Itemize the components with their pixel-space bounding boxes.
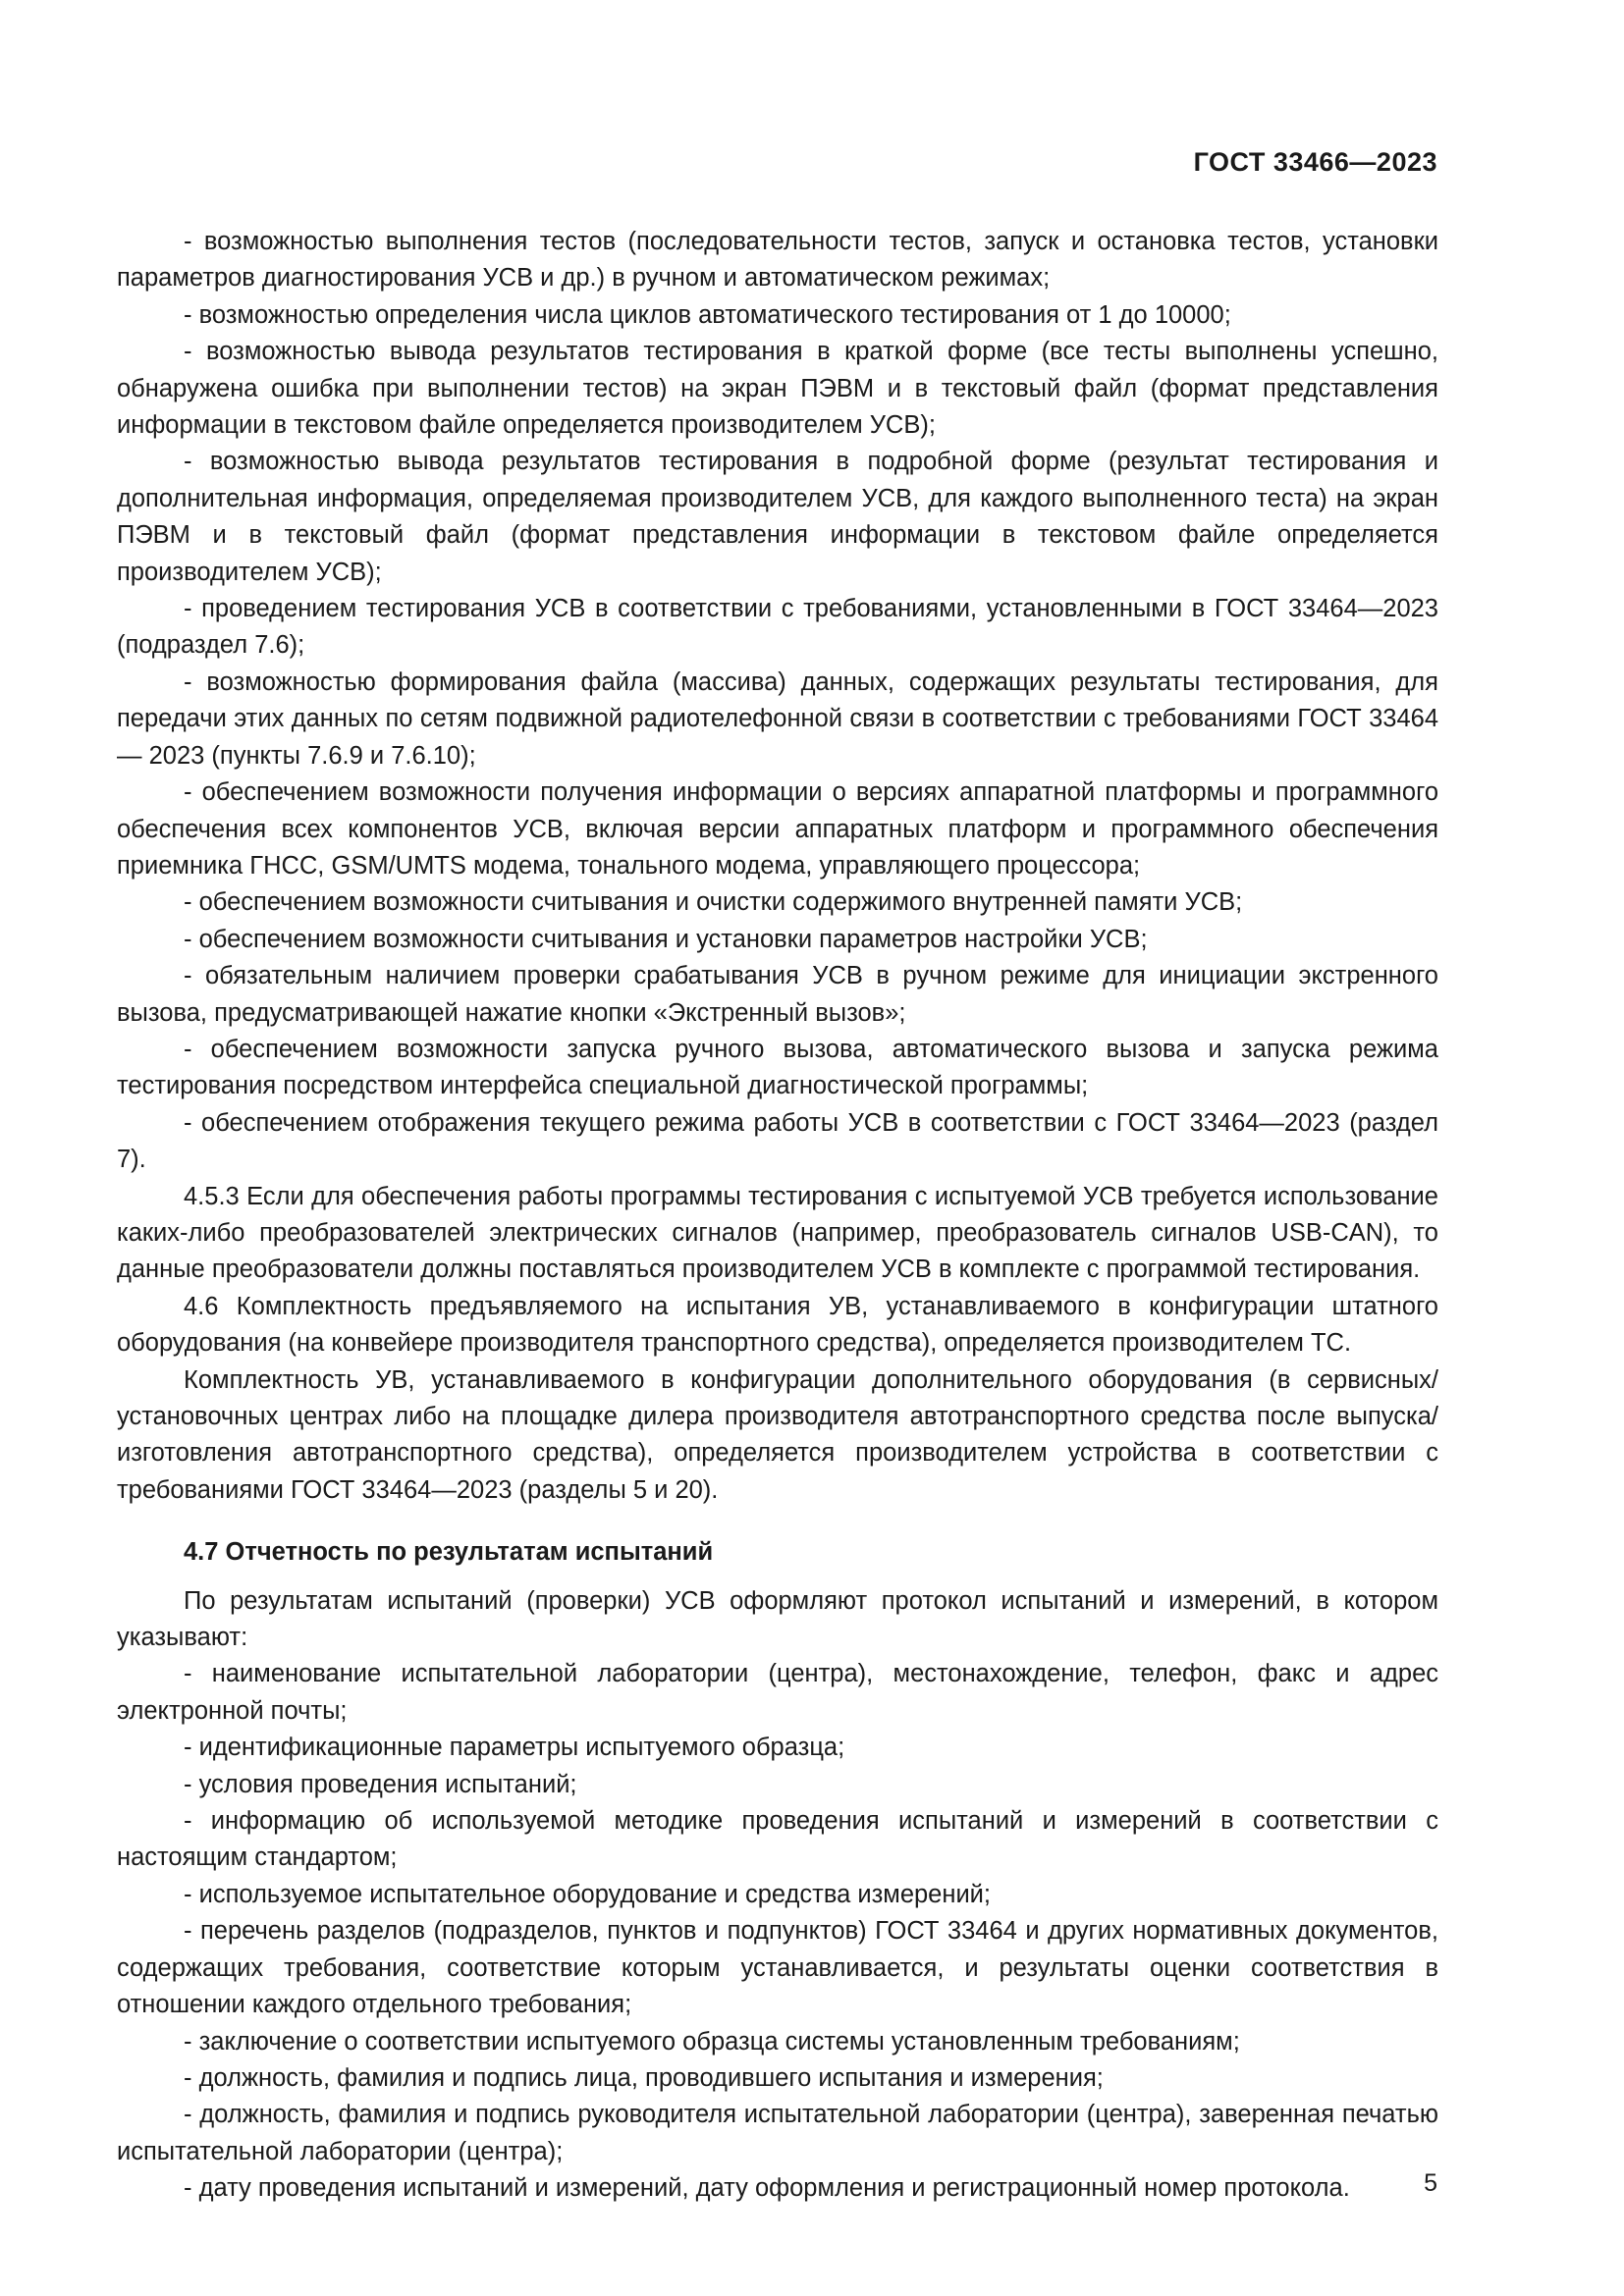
paragraph: - идентификационные параметры испытуемого образца; — [184, 1734, 845, 1762]
paragraph: - возможностью вывода результатов тестирования в краткой форме (все тесты выполнены успешно, обнаружена ошибка при выполнении тестов) на экран ПЭВМ и в текстовый файл (формат представления информации в текстовом файле определяется производителем УСВ); — [117, 338, 1438, 440]
paragraph: - возможностью вывода результатов тестирования в подробной форме (результат тестирования и дополнительная информация, определяемая производителем УСВ, для каждого выполненного теста) на экран ПЭВМ и в текстовый файл (формат представления информации в текстовом файле определяется производителем УСВ); — [117, 448, 1438, 586]
standard-code-header: ГОСТ 33466—2023 — [1193, 147, 1437, 177]
paragraph: - информацию об используемой методике проведения испытаний и измерений в соответствии с настоящим стандартом; — [117, 1807, 1438, 1872]
section-heading: 4.7 Отчетность по результатам испытаний — [184, 1538, 714, 1567]
paragraph: Комплектность УВ, устанавливаемого в конфигурации дополнительного оборудования (в сервисных/установочных центрах либо на площадке дилера производителя автотранспортного средства после выпуска/изготовления автотранспортного средства), определяется производителем устройства в соответствии с требованиями ГОСТ 33464—2023 (разделы 5 и 20). — [117, 1365, 1438, 1504]
requirements-list — [117, 224, 1438, 1509]
paragraph: - обеспечением возможности получения информации о версиях аппаратной платформы и программного обеспечения всех компонентов УСВ, включая версии аппаратных платформ и программного обеспечения приемника ГНСС, GSM/UMTS модема, тонального модема, управляющего процессора; — [117, 778, 1438, 880]
paragraph: - обеспечением возможности считывания и установки параметров настройки УСВ; — [184, 925, 1148, 953]
page-number: 5 — [1424, 2169, 1437, 2197]
paragraph: - возможностью выполнения тестов (последовательности тестов, запуск и остановка тестов, установки параметров диагностирования УСВ и др.) в ручном и автоматическом режимах; — [117, 228, 1438, 293]
paragraph: 4.6 Комплектность предъявляемого на испытания УВ, устанавливаемого в конфигурации штатного оборудования (на конвейере производителя транспортного средства), определяется производителем ТС. — [117, 1292, 1438, 1358]
paragraph: - возможностью формирования файла (массива) данных, содержащих результаты тестирования, для передачи этих данных по сетям подвижной радиотелефонной связи в соответствии с требованиями ГОСТ 33464 — 2023 (пункты 7.6.9 и 7.6.10); — [117, 667, 1438, 770]
paragraph: - обеспечением возможности запуска ручного вызова, автоматического вызова и запуска режима тестирования посредством интерфейса специальной диагностической программы; — [117, 1035, 1438, 1100]
paragraph: 4.5.3 Если для обеспечения работы программы тестирования с испытуемой УСВ требуется использование каких-либо преобразователей электрических сигналов (например, преобразователь сигналов USB-CAN), то данные преобразователи должны поставляться производителем УСВ в комплекте с программой тестирования. — [117, 1182, 1438, 1284]
report-contents-list — [117, 1583, 1438, 2208]
paragraph: - наименование испытательной лаборатории (центра), местонахождение, телефон, факс и адрес электронной почты; — [117, 1660, 1438, 1725]
paragraph: - должность, фамилия и подпись руководителя испытательной лаборатории (центра), заверенная печатью испытательной лаборатории (центра); — [117, 2101, 1438, 2165]
paragraph: - обеспечением отображения текущего режима работы УСВ в соответствии с ГОСТ 33464—2023 (раздел 7). — [117, 1108, 1438, 1174]
paragraph: - возможностью определения числа циклов автоматического тестирования от 1 до 10000; — [184, 300, 1231, 329]
paragraph: - проведением тестирования УСВ в соответствии с требованиями, установленными в ГОСТ 33464—2023 (подраздел 7.6); — [117, 595, 1438, 660]
paragraph: - используемое испытательное оборудование и средства измерений; — [184, 1880, 992, 1908]
paragraph: - условия проведения испытаний; — [184, 1770, 577, 1798]
paragraph: - должность, фамилия и подпись лица, проводившего испытания и измерения; — [184, 2063, 1104, 2092]
paragraph: - перечень разделов (подразделов, пунктов и подпунктов) ГОСТ 33464 и других нормативных документов, содержащих требования, соответствие которым устанавливается, и результаты оценки соответствия в отношении каждого отдельного требования; — [117, 1917, 1438, 2019]
paragraph: - обеспечением возможности считывания и очистки содержимого внутренней памяти УСВ; — [184, 888, 1243, 917]
page-content — [117, 224, 1438, 2208]
paragraph: - обязательным наличием проверки срабатывания УСВ в ручном режиме для инициации экстренного вызова, предусматривающей нажатие кнопки «Экстренный вызов»; — [117, 962, 1438, 1027]
paragraph: По результатам испытаний (проверки) УСВ оформляют протокол испытаний и измерений, в котором указывают: — [117, 1586, 1438, 1652]
paragraph: - дату проведения испытаний и измерений, дату оформления и регистрационный номер протокола. — [184, 2174, 1350, 2203]
paragraph: - заключение о соответствии испытуемого образца системы установленным требованиям; — [184, 2027, 1240, 2056]
